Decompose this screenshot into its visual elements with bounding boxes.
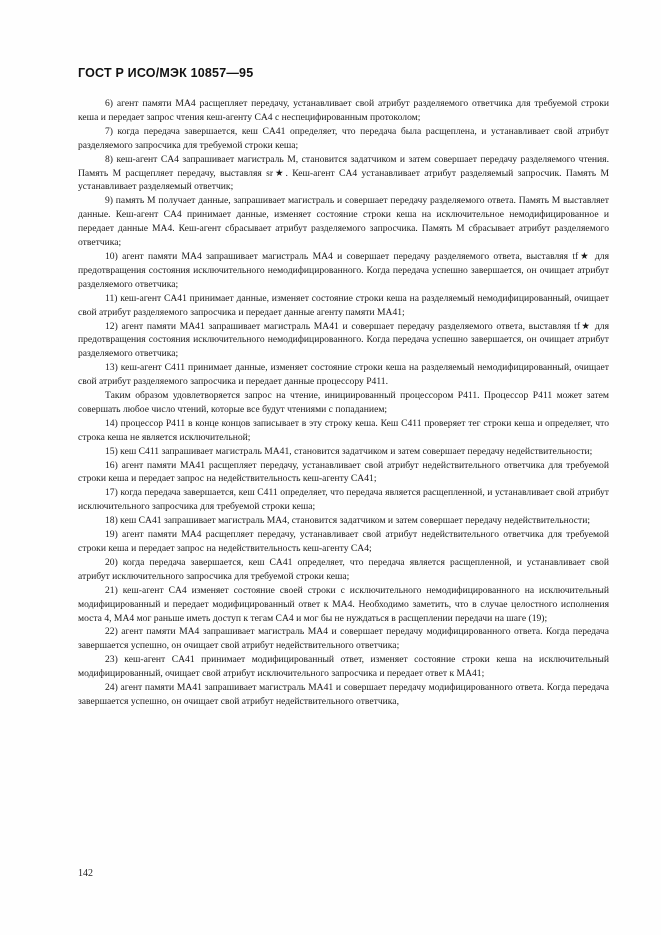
paragraph-summary: Таким образом удовлетворяется запрос на чтение, инициированный процессором P411. Процессор P411 может затем совершать любое число чтений, которые все будут чтениями с попаданием; (78, 390, 609, 415)
paragraph-step-16: 16) агент памяти MA41 расщепляет передачу, устанавливает свой атрибут недействительного ответчика для требуемой строки кеша и передает запрос на недействительность кеш-агенту CA41; (78, 459, 609, 485)
paragraph-step-11: 11) кеш-агент CA41 принимает данные, изменяет состояние строки кеша на разделяемый немодифицированный, очищает свой атрибут разделяемого запросчика и передает данные агенту памяти MA41; (78, 292, 609, 318)
paragraph-step-6: 6) агент памяти MA4 расщепляет передачу, устанавливает свой атрибут разделяемого ответчика для требуемой строки кеша и передает запрос чтения кеш-агенту CA4 с неспецифированным протоколом; (78, 98, 609, 123)
paragraph-step-19: 19) агент памяти MA4 расщепляет передачу, устанавливает свой атрибут недействительного ответчика для требуемой строки кеша и передает запрос на недействительность кеш-агенту CA4; (78, 529, 609, 554)
paragraph-step-13: 13) кеш-агент C411 принимает данные, изменяет состояние строки кеша на разделяемый немодифицированный, очищает свой атрибут разделяемого запросчика и передает данные процессору P411. (78, 362, 609, 388)
paragraph-step-7: 7) когда передача завершается, кеш CA41 определяет, что передача была расщеплена, и устанавливает свой атрибут разделяемого запросчика для требуемой строки кеша; (78, 125, 609, 151)
page-header-title: ГОСТ Р ИСО/МЭК 10857—95 (78, 66, 254, 80)
body-text (78, 97, 609, 709)
paragraph-step-18: 18) кеш CA41 запрашивает магистраль MA4, становится задатчиком и затем совершает передачу недействительности; (105, 515, 591, 527)
paragraph-step-9: 9) память M получает данные, запрашивает магистраль и совершает передачу разделяемого ответа. Память M выставляет данные. Кеш-агент CA4 принимает данные, изменяет состояние строки кеша на исключительное немодифицированное и передает данные MA4. Кеш-агент сбрасывает атрибут разделяемого запросчика. Память M сбрасывает атрибут разделяемого ответчика; (78, 195, 609, 249)
paragraph-step-24: 24) агент памяти MA41 запрашивает магистраль MA41 и совершает передачу модифицированного ответа. Когда передача завершается успешно, он очищает свой атрибут недействительного ответчика, (78, 682, 609, 707)
page-number: 142 (78, 868, 93, 879)
paragraph-step-22: 22) агент памяти MA4 запрашивает магистраль MA4 и совершает передачу модифицированного ответа. Когда передача завершается успешно, он очищает свой атрибут недействительного ответчика; (78, 626, 609, 652)
paragraph-step-17: 17) когда передача завершается, кеш C411 определяет, что передача является расщепленной, и устанавливает свой атрибут исключительного запросчика для требуемой строки кеша; (78, 487, 609, 513)
paragraph-step-23: 23) кеш-агент CA41 принимает модифицированный ответ, изменяет состояние строки кеша на исключительный модифицированный, очищает свой атрибут исключительного запросчика и передает ответ к MA41; (78, 654, 609, 680)
paragraph-step-15: 15) кеш C411 запрашивает магистраль MA41, становится задатчиком и затем совершает передачу недействительности; (105, 445, 593, 457)
paragraph-step-10: 10) агент памяти MA4 запрашивает магистраль MA4 и совершает передачу разделяемого ответа, выставляя tf★ для предотвращения состояния исключительного немодифицированного. Когда передача успешно завершается, он очищает атрибут разделяемого ответчика; (78, 250, 609, 290)
paragraph-step-20: 20) когда передача завершается, кеш CA41 определяет, что передача является расщепленной, и устанавливает свой атрибут исключительного запросчика для требуемой строки кеша; (78, 556, 609, 582)
paragraph-step-8: 8) кеш-агент CA4 запрашивает магистраль M, становится задатчиком и затем совершает передачу разделяемого чтения. Память M расщепляет передачу, выставляя sr★. Кеш-агент CA4 устанавливает атрибут разделяемый запросчик. Память M устанавливает разделяемый ответчик; (78, 153, 609, 193)
paragraph-step-12: 12) агент памяти MA41 запрашивает магистраль MA41 и совершает передачу разделяемого ответа, выставляя tf★ для предотвращения состояния исключительного немодифицированного. Когда передача успешно завершается, он очищает атрибут разделяемого ответчика; (78, 320, 609, 360)
paragraph-step-14: 14) процессор P411 в конце концов записывает в эту строку кеша. Кеш C411 проверяет тег строки кеша и определяет, что строка кеша не является исключительной; (78, 417, 609, 443)
paragraph-step-21: 21) кеш-агент CA4 изменяет состояние своей строки с исключительного немодифицированного на исключительный модифицированный и передает модифицированный ответ к MA4. Необходимо заметить, что в случае целостного исполнения моста 4, MA4 мог раньше иметь доступ к тегам CA4 и мог бы не нуждаться в расщеплении передачи на шаге (19); (78, 584, 609, 624)
